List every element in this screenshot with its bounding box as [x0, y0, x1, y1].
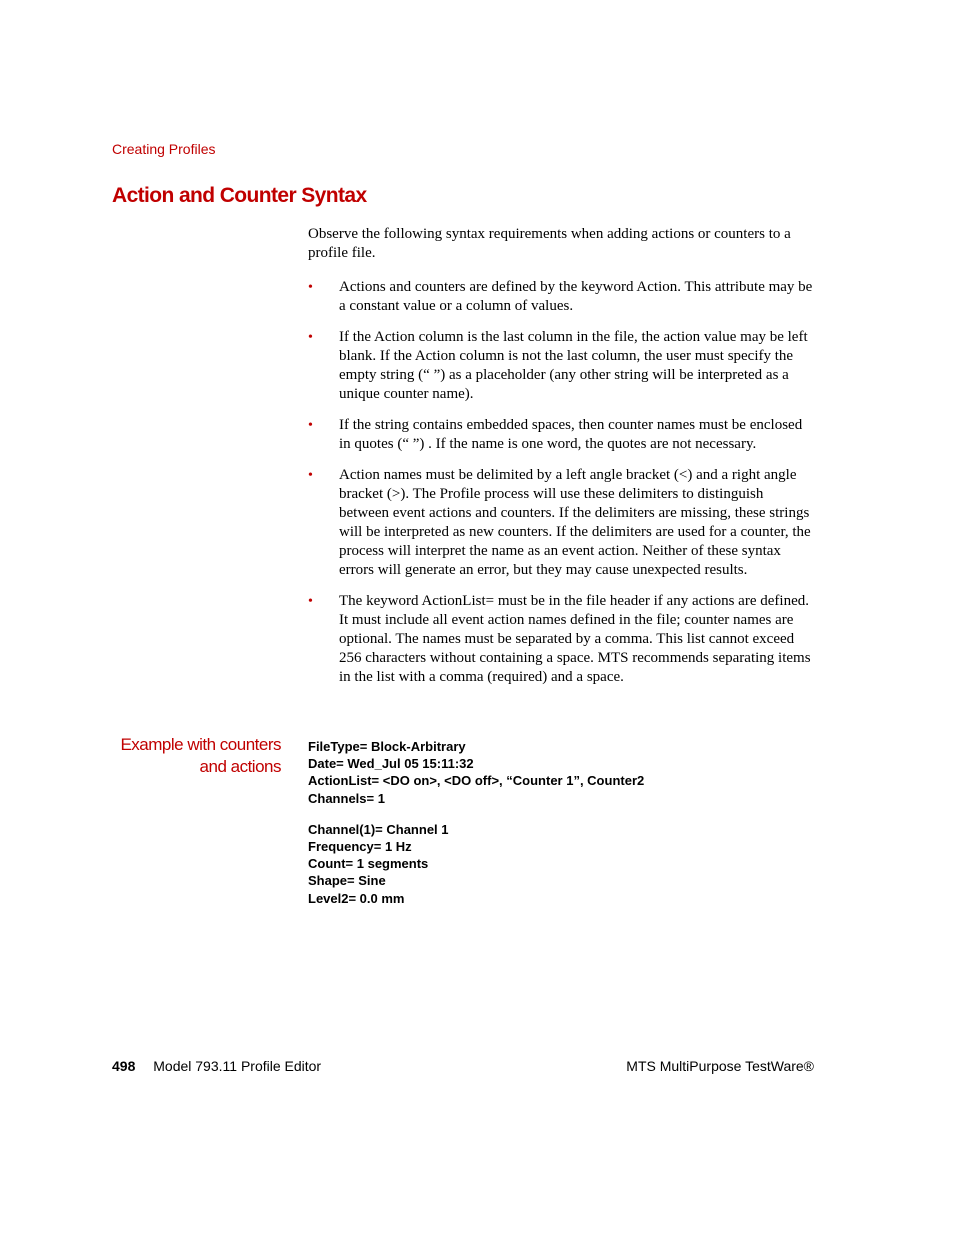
code-gap	[308, 807, 644, 821]
code-line: Shape= Sine	[308, 873, 386, 889]
bullet-icon: •	[308, 418, 313, 433]
page-number: 498	[112, 1058, 136, 1074]
list-item	[308, 416, 814, 454]
code-line: Level2= 0.0 mm	[308, 890, 405, 906]
code-line: Channel(1)= Channel 1	[308, 821, 449, 837]
code-line: Frequency= 1 Hz	[308, 839, 412, 855]
bullet-icon: •	[308, 594, 313, 609]
list-item	[308, 466, 814, 580]
list-item	[308, 328, 814, 404]
footer-left	[112, 1058, 321, 1074]
bullet-icon: •	[308, 468, 313, 483]
footer-right: MTS MultiPurpose TestWare®	[626, 1058, 814, 1074]
code-line: ActionList= <DO on>, <DO off>, “Counter 1”, Counter2	[308, 773, 645, 789]
bullet-icon: •	[308, 330, 313, 345]
side-heading-line: and actions	[199, 757, 281, 776]
list-item-text: The keyword ActionList= must be in the file header if any actions are defined. It must include all event action names defined in the file; counter names are optional. The names must be separated by a comma. This list cannot exceed 256 characters without containing a space. MTS recommends separating items in the list with a comma (required) and a space.	[339, 593, 811, 685]
list-item-text: If the string contains embedded spaces, then counter names must be enclosed in quotes (“ ”) . If the name is one word, the quotes are not necessary.	[339, 417, 803, 452]
intro-paragraph: Observe the following syntax requirements when adding actions or counters to a profile file.	[308, 226, 791, 261]
document-title: Model 793.11 Profile Editor	[153, 1058, 322, 1074]
example-code-block	[308, 738, 644, 907]
side-heading-line: Example with counters	[120, 735, 281, 754]
body-column	[308, 225, 814, 699]
list-item-text: Action names must be delimited by a left angle bracket (<) and a right angle bracket (>). The Profile process will use these delimiters to distinguish between event actions and counters. If the delimiters are missing, these strings will be interpreted as new counters. If the delimiters are used for a counter, the process will interpret the name as an event action. Neither of these syntax errors will generate an error, but they may cause unexpected results.	[339, 467, 811, 578]
code-line: Date= Wed_Jul 05 15:11:32	[308, 756, 474, 772]
section-title: Action and Counter Syntax	[112, 184, 367, 207]
list-item-text: If the Action column is the last column in the file, the action value may be left blank. If the Action column is not the last column, the user must specify the empty string (“ ”) as a placeholder (any other string will be interpreted as a unique counter name).	[339, 329, 808, 402]
list-item-text: Actions and counters are defined by the keyword Action. This attribute may be a constant value or a column of values.	[339, 279, 813, 314]
list-item	[308, 592, 814, 687]
code-line: Channels= 1	[308, 790, 385, 806]
example-side-heading	[81, 734, 281, 778]
running-head: Creating Profiles	[112, 141, 216, 157]
code-line: FileType= Block-Arbitrary	[308, 739, 466, 754]
bullet-icon: •	[308, 280, 313, 295]
list-item	[308, 278, 814, 316]
syntax-rule-list	[308, 278, 814, 687]
code-line: Count= 1 segments	[308, 856, 429, 872]
